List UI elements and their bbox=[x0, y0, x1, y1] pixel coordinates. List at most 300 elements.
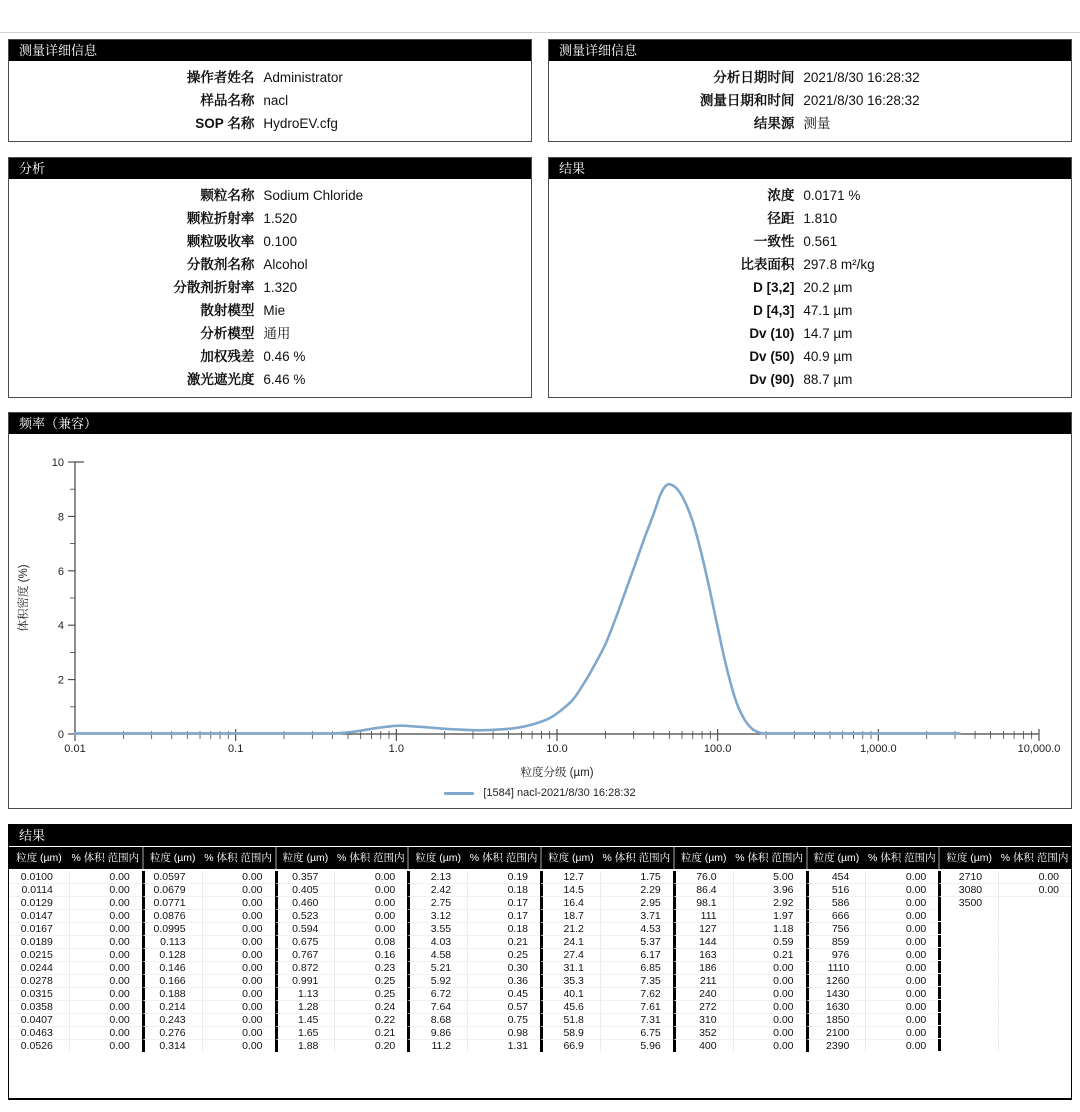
field-value: nacl bbox=[263, 93, 289, 108]
chart-title: 频率（兼容） bbox=[9, 413, 1071, 434]
field-value: 通用 bbox=[263, 326, 291, 341]
field-label: 样品名称 bbox=[200, 93, 255, 108]
size-cell: 0.0100 bbox=[20, 871, 53, 883]
col-header-volume: % 体积 范围内 bbox=[865, 847, 938, 869]
size-cell: 0.0876 bbox=[142, 909, 202, 922]
field-row bbox=[549, 345, 1071, 368]
volume-percent-cell: 0.00 bbox=[202, 1039, 275, 1052]
size-cell: 1110 bbox=[806, 961, 866, 974]
legend-label: [1584] nacl-2021/8/30 16:28:32 bbox=[483, 787, 636, 799]
size-cell: 5.21 bbox=[407, 961, 467, 974]
col-header-size: 粒度 (µm) bbox=[540, 847, 600, 869]
volume-percent-cell bbox=[998, 909, 1071, 921]
panel-body bbox=[549, 179, 1071, 397]
field-value: 0.0171 % bbox=[803, 188, 861, 203]
col-header-volume: % 体积 范围内 bbox=[334, 847, 407, 869]
field-row bbox=[549, 184, 1071, 207]
volume-percent-cell bbox=[998, 922, 1071, 934]
size-cell: 66.9 bbox=[540, 1039, 600, 1052]
size-cell: 2100 bbox=[806, 1026, 866, 1039]
size-cell: 0.0147 bbox=[9, 909, 69, 922]
field-label: 结果源 bbox=[753, 116, 795, 131]
volume-percent-cell: 0.00 bbox=[733, 961, 806, 974]
volume-percent-cell: 0.18 bbox=[467, 922, 540, 935]
size-cell: 0.0215 bbox=[9, 948, 69, 961]
y-tick-label: 8 bbox=[57, 511, 64, 524]
field-label: D [3,2] bbox=[753, 280, 795, 295]
panel-body bbox=[9, 179, 531, 397]
field-label: Dv (90) bbox=[749, 372, 795, 387]
size-cell: 0.0679 bbox=[142, 883, 202, 896]
size-cell bbox=[938, 961, 998, 973]
field-value: 0.561 bbox=[803, 234, 838, 249]
volume-percent-cell: 0.00 bbox=[69, 1039, 142, 1052]
volume-percent-cell: 0.18 bbox=[467, 883, 540, 896]
volume-percent-cell: 6.85 bbox=[600, 961, 673, 974]
volume-percent-cell: 2.92 bbox=[733, 896, 806, 909]
volume-percent-cell: 5.96 bbox=[600, 1039, 673, 1052]
panel-results-summary bbox=[548, 157, 1072, 398]
field-row bbox=[549, 276, 1071, 299]
y-tick-label: 4 bbox=[57, 620, 64, 633]
x-tick-label: 100.0 bbox=[703, 743, 732, 755]
size-cell: 111 bbox=[673, 909, 733, 922]
volume-percent-cell: 0.00 bbox=[202, 1000, 275, 1013]
volume-percent-cell: 0.00 bbox=[69, 961, 142, 974]
field-row bbox=[549, 253, 1071, 276]
size-cell: 21.2 bbox=[540, 922, 600, 935]
volume-percent-cell: 7.61 bbox=[600, 1000, 673, 1013]
volume-percent-cell: 0.00 bbox=[202, 987, 275, 1000]
size-cell: 4.58 bbox=[407, 948, 467, 961]
size-cell: 4.03 bbox=[407, 935, 467, 948]
size-cell: 11.2 bbox=[407, 1039, 467, 1052]
field-label: 操作者姓名 bbox=[186, 70, 255, 85]
size-cell: 0.0189 bbox=[9, 935, 69, 948]
volume-percent-cell: 0.25 bbox=[467, 948, 540, 961]
y-tick-label: 6 bbox=[57, 565, 64, 578]
volume-percent-cell: 0.00 bbox=[69, 948, 142, 961]
volume-percent-cell: 0.00 bbox=[865, 1026, 938, 1039]
field-row bbox=[9, 299, 531, 322]
col-header-volume: % 体积 范围内 bbox=[467, 847, 540, 869]
size-cell: 0.128 bbox=[142, 948, 202, 961]
volume-percent-cell: 0.00 bbox=[733, 1013, 806, 1026]
volume-percent-cell: 0.00 bbox=[69, 1026, 142, 1039]
volume-percent-cell: 0.24 bbox=[334, 1000, 407, 1013]
field-label: 颗粒名称 bbox=[200, 188, 255, 203]
field-label: 一致性 bbox=[753, 234, 795, 249]
field-row bbox=[549, 299, 1071, 322]
col-header-size: 粒度 (µm) bbox=[806, 847, 866, 869]
size-cell bbox=[938, 1000, 998, 1012]
size-cell: 1.88 bbox=[275, 1039, 335, 1052]
size-cell: 2.42 bbox=[407, 883, 467, 896]
chart-body bbox=[9, 434, 1071, 808]
size-cell: 2390 bbox=[806, 1039, 866, 1052]
size-cell: 0.0407 bbox=[9, 1013, 69, 1026]
size-cell: 27.4 bbox=[540, 948, 600, 961]
field-value: 20.2 µm bbox=[803, 280, 853, 295]
size-cell: 86.4 bbox=[673, 883, 733, 896]
volume-percent-cell: 1.18 bbox=[733, 922, 806, 935]
x-tick-label: 0.01 bbox=[64, 743, 86, 755]
volume-percent-cell: 7.31 bbox=[600, 1013, 673, 1026]
size-cell bbox=[938, 1039, 998, 1051]
volume-percent-cell: 0.00 bbox=[69, 987, 142, 1000]
volume-percent-cell: 4.53 bbox=[600, 922, 673, 935]
volume-percent-cell: 0.21 bbox=[733, 948, 806, 961]
size-cell: 98.1 bbox=[673, 896, 733, 909]
size-cell: 2.13 bbox=[407, 871, 467, 883]
field-row bbox=[549, 230, 1071, 253]
col-header-size: 粒度 (µm) bbox=[9, 847, 69, 869]
size-cell: 3500 bbox=[938, 896, 998, 909]
legend-line-swatch bbox=[444, 792, 474, 795]
size-cell: 0.460 bbox=[275, 896, 335, 909]
volume-percent-cell: 0.00 bbox=[733, 974, 806, 987]
field-label: Dv (50) bbox=[749, 349, 795, 364]
size-cell: 18.7 bbox=[540, 909, 600, 922]
field-label: 颗粒折射率 bbox=[186, 211, 255, 226]
size-cell: 310 bbox=[673, 1013, 733, 1026]
analysis-results-row bbox=[8, 157, 1072, 398]
size-cell: 516 bbox=[806, 883, 866, 896]
size-cell: 6.72 bbox=[407, 987, 467, 1000]
volume-percent-cell: 6.75 bbox=[600, 1026, 673, 1039]
field-label: D [4,3] bbox=[753, 303, 795, 318]
field-row bbox=[9, 207, 531, 230]
field-value: 测量 bbox=[803, 116, 831, 131]
size-cell: 0.0315 bbox=[9, 987, 69, 1000]
col-header-volume: % 体积 范围内 bbox=[600, 847, 673, 869]
volume-percent-cell: 0.00 bbox=[202, 922, 275, 935]
volume-percent-cell: 0.00 bbox=[865, 1013, 938, 1026]
size-cell: 0.872 bbox=[275, 961, 335, 974]
panel-analysis bbox=[8, 157, 532, 398]
field-label: 散射模型 bbox=[200, 303, 255, 318]
volume-percent-cell: 0.17 bbox=[467, 896, 540, 909]
size-cell: 0.0278 bbox=[9, 974, 69, 987]
field-row bbox=[549, 322, 1071, 345]
size-cell: 400 bbox=[673, 1039, 733, 1052]
size-cell: 163 bbox=[673, 948, 733, 961]
panel-results-table bbox=[8, 824, 1072, 1100]
chart-section bbox=[8, 412, 1072, 809]
size-cell bbox=[938, 974, 998, 986]
y-tick-label: 0 bbox=[57, 729, 64, 741]
size-cell: 1630 bbox=[806, 1000, 866, 1013]
table-body bbox=[9, 869, 1071, 1098]
volume-percent-cell: 0.00 bbox=[334, 883, 407, 896]
field-value: 1.320 bbox=[263, 280, 298, 295]
size-cell: 58.9 bbox=[540, 1026, 600, 1039]
field-row bbox=[9, 89, 531, 112]
field-value: 6.46 % bbox=[263, 372, 306, 387]
size-cell: 272 bbox=[673, 1000, 733, 1013]
field-value: 2021/8/30 16:28:32 bbox=[803, 93, 920, 108]
field-row bbox=[549, 112, 1071, 135]
field-row bbox=[9, 276, 531, 299]
volume-percent-cell: 5.00 bbox=[733, 871, 806, 883]
volume-percent-cell: 0.00 bbox=[202, 1013, 275, 1026]
volume-percent-cell: 0.00 bbox=[202, 961, 275, 974]
size-cell bbox=[938, 987, 998, 999]
volume-percent-cell: 0.45 bbox=[467, 987, 540, 1000]
size-cell: 454 bbox=[806, 871, 866, 883]
col-header-volume: % 体积 范围内 bbox=[733, 847, 806, 869]
table-header-row bbox=[9, 847, 1071, 869]
field-row bbox=[9, 322, 531, 345]
volume-percent-cell: 0.00 bbox=[202, 948, 275, 961]
size-cell: 0.0358 bbox=[9, 1000, 69, 1013]
size-cell bbox=[938, 935, 998, 947]
panel-measurement-details-right bbox=[548, 39, 1072, 142]
volume-percent-cell: 0.36 bbox=[467, 974, 540, 987]
size-cell: 1.65 bbox=[275, 1026, 335, 1039]
size-cell bbox=[938, 909, 998, 921]
panel-frequency-chart bbox=[8, 412, 1072, 809]
volume-percent-cell: 0.00 bbox=[865, 1000, 938, 1013]
volume-percent-cell bbox=[998, 1000, 1071, 1012]
volume-percent-cell: 6.17 bbox=[600, 948, 673, 961]
size-cell: 40.1 bbox=[540, 987, 600, 1000]
volume-percent-cell: 0.00 bbox=[69, 883, 142, 896]
size-cell: 5.92 bbox=[407, 974, 467, 987]
col-header-size: 粒度 (µm) bbox=[407, 847, 467, 869]
volume-percent-cell: 0.00 bbox=[69, 909, 142, 922]
field-label: 分析日期时间 bbox=[713, 70, 795, 85]
x-axis-title: 粒度分级 (µm) bbox=[520, 767, 594, 779]
size-cell bbox=[938, 922, 998, 934]
field-value: 40.9 µm bbox=[803, 349, 853, 364]
field-value: 88.7 µm bbox=[803, 372, 853, 387]
table-title: 结果 bbox=[9, 825, 1071, 847]
field-label: 分散剂折射率 bbox=[173, 280, 255, 295]
field-row bbox=[9, 112, 531, 135]
size-cell: 756 bbox=[806, 922, 866, 935]
field-value: 14.7 µm bbox=[803, 326, 853, 341]
volume-percent-cell: 7.35 bbox=[600, 974, 673, 987]
size-cell: 0.405 bbox=[275, 883, 335, 896]
volume-percent-cell: 0.00 bbox=[69, 871, 142, 883]
field-row bbox=[549, 368, 1071, 391]
x-tick-label: 1.0 bbox=[388, 743, 404, 755]
size-cell: 0.314 bbox=[142, 1039, 202, 1052]
col-header-size: 粒度 (µm) bbox=[938, 847, 998, 869]
field-value: 0.100 bbox=[263, 234, 298, 249]
x-tick-label: 10.0 bbox=[546, 743, 568, 755]
measurement-row bbox=[8, 39, 1072, 142]
volume-percent-cell: 0.00 bbox=[69, 1013, 142, 1026]
volume-percent-cell: 0.00 bbox=[998, 871, 1071, 883]
volume-percent-cell: 0.98 bbox=[467, 1026, 540, 1039]
field-value: 2021/8/30 16:28:32 bbox=[803, 70, 920, 85]
field-row bbox=[9, 345, 531, 368]
size-cell: 1.28 bbox=[275, 1000, 335, 1013]
volume-percent-cell: 3.71 bbox=[600, 909, 673, 922]
volume-percent-cell bbox=[998, 1039, 1071, 1051]
volume-percent-cell: 0.21 bbox=[467, 935, 540, 948]
size-cell: 186 bbox=[673, 961, 733, 974]
size-cell: 3080 bbox=[938, 883, 998, 896]
field-row bbox=[9, 66, 531, 89]
field-label: 加权残差 bbox=[200, 349, 255, 364]
volume-percent-cell: 0.00 bbox=[202, 974, 275, 987]
field-value: HydroEV.cfg bbox=[263, 116, 338, 131]
size-cell: 976 bbox=[806, 948, 866, 961]
y-axis-title: 体积密度 (%) bbox=[18, 564, 30, 632]
volume-percent-cell: 0.00 bbox=[733, 1039, 806, 1052]
volume-percent-cell: 1.75 bbox=[600, 871, 673, 883]
size-cell: 24.1 bbox=[540, 935, 600, 948]
volume-percent-cell: 0.17 bbox=[467, 909, 540, 922]
frequency-curve bbox=[75, 484, 960, 733]
field-label: 分散剂名称 bbox=[186, 257, 255, 272]
volume-percent-cell: 0.00 bbox=[865, 871, 938, 883]
field-row bbox=[549, 66, 1071, 89]
volume-percent-cell: 0.23 bbox=[334, 961, 407, 974]
size-cell: 0.243 bbox=[142, 1013, 202, 1026]
size-cell: 2.75 bbox=[407, 896, 467, 909]
size-cell: 586 bbox=[806, 896, 866, 909]
size-cell: 14.5 bbox=[540, 883, 600, 896]
volume-percent-cell: 0.00 bbox=[69, 896, 142, 909]
col-header-size: 粒度 (µm) bbox=[673, 847, 733, 869]
field-value: Administrator bbox=[263, 70, 343, 85]
volume-percent-cell: 0.00 bbox=[334, 896, 407, 909]
size-cell: 1.13 bbox=[275, 987, 335, 1000]
volume-percent-cell: 1.31 bbox=[467, 1039, 540, 1052]
field-row bbox=[549, 89, 1071, 112]
volume-percent-cell: 0.00 bbox=[998, 883, 1071, 896]
volume-percent-cell: 0.00 bbox=[202, 883, 275, 896]
size-cell: 1430 bbox=[806, 987, 866, 1000]
size-cell: 666 bbox=[806, 909, 866, 922]
volume-percent-cell: 0.57 bbox=[467, 1000, 540, 1013]
size-cell: 0.767 bbox=[275, 948, 335, 961]
field-label: SOP 名称 bbox=[195, 116, 255, 131]
volume-percent-cell: 0.20 bbox=[334, 1039, 407, 1052]
field-row bbox=[549, 207, 1071, 230]
volume-percent-cell: 2.95 bbox=[600, 896, 673, 909]
volume-percent-cell: 0.00 bbox=[202, 935, 275, 948]
x-tick-label: 1,000.0 bbox=[859, 743, 897, 755]
volume-percent-cell: 0.25 bbox=[334, 987, 407, 1000]
size-cell: 1.45 bbox=[275, 1013, 335, 1026]
size-cell: 127 bbox=[673, 922, 733, 935]
field-value: 1.810 bbox=[803, 211, 838, 226]
volume-percent-cell: 0.00 bbox=[865, 883, 938, 896]
field-value: 47.1 µm bbox=[803, 303, 853, 318]
volume-percent-cell: 0.30 bbox=[467, 961, 540, 974]
field-label: Dv (10) bbox=[749, 326, 795, 341]
field-label: 颗粒吸收率 bbox=[186, 234, 255, 249]
size-cell: 0.0771 bbox=[142, 896, 202, 909]
field-value: Alcohol bbox=[263, 257, 308, 272]
size-cell bbox=[938, 1013, 998, 1025]
volume-percent-cell bbox=[998, 935, 1071, 947]
size-cell: 76.0 bbox=[673, 871, 733, 883]
volume-percent-cell: 0.00 bbox=[69, 974, 142, 987]
volume-percent-cell: 0.00 bbox=[733, 1000, 806, 1013]
size-cell: 0.214 bbox=[142, 1000, 202, 1013]
size-cell: 0.166 bbox=[142, 974, 202, 987]
panel-title: 分析 bbox=[9, 158, 531, 179]
volume-percent-cell: 0.22 bbox=[334, 1013, 407, 1026]
field-value: 0.46 % bbox=[263, 349, 306, 364]
volume-percent-cell: 2.29 bbox=[600, 883, 673, 896]
size-cell: 211 bbox=[673, 974, 733, 987]
volume-percent-cell: 0.00 bbox=[202, 871, 275, 883]
volume-percent-cell: 0.00 bbox=[865, 922, 938, 935]
size-cell: 0.523 bbox=[275, 909, 335, 922]
field-label: 分析模型 bbox=[200, 326, 255, 341]
size-cell: 16.4 bbox=[540, 896, 600, 909]
size-cell: 0.0244 bbox=[9, 961, 69, 974]
volume-percent-cell: 0.19 bbox=[467, 871, 540, 883]
size-cell: 0.0114 bbox=[9, 883, 69, 896]
volume-percent-cell: 0.00 bbox=[202, 896, 275, 909]
volume-percent-cell: 0.00 bbox=[334, 871, 407, 883]
col-header-size: 粒度 (µm) bbox=[142, 847, 202, 869]
size-cell: 45.6 bbox=[540, 1000, 600, 1013]
size-cell: 3.12 bbox=[407, 909, 467, 922]
size-cell: 0.0526 bbox=[9, 1039, 69, 1052]
volume-percent-cell: 0.00 bbox=[69, 922, 142, 935]
volume-percent-cell: 0.25 bbox=[334, 974, 407, 987]
size-cell bbox=[938, 1026, 998, 1038]
volume-percent-cell: 0.00 bbox=[334, 909, 407, 922]
size-cell: 240 bbox=[673, 987, 733, 1000]
volume-percent-cell: 0.00 bbox=[865, 974, 938, 987]
size-cell: 0.188 bbox=[142, 987, 202, 1000]
size-cell: 0.0167 bbox=[9, 922, 69, 935]
volume-percent-cell: 0.00 bbox=[865, 987, 938, 1000]
size-cell: 0.276 bbox=[142, 1026, 202, 1039]
size-cell: 51.8 bbox=[540, 1013, 600, 1026]
panel-title: 测量详细信息 bbox=[549, 40, 1071, 61]
field-value: 297.8 m²/kg bbox=[803, 257, 875, 272]
field-value: Mie bbox=[263, 303, 286, 318]
size-cell: 0.0463 bbox=[9, 1026, 69, 1039]
results-table-section bbox=[8, 824, 1072, 1100]
x-tick-label: 10,000.0 bbox=[1017, 743, 1061, 755]
size-cell: 1850 bbox=[806, 1013, 866, 1026]
size-cell: 144 bbox=[673, 935, 733, 948]
volume-percent-cell: 5.37 bbox=[600, 935, 673, 948]
panel-title: 测量详细信息 bbox=[9, 40, 531, 61]
volume-percent-cell: 0.00 bbox=[733, 1026, 806, 1039]
panel-body bbox=[9, 61, 531, 141]
volume-percent-cell: 0.59 bbox=[733, 935, 806, 948]
size-cell: 0.113 bbox=[142, 935, 202, 948]
size-cell: 35.3 bbox=[540, 974, 600, 987]
size-cell: 0.675 bbox=[275, 935, 335, 948]
volume-percent-cell: 0.00 bbox=[69, 1000, 142, 1013]
size-cell: 0.357 bbox=[275, 871, 335, 883]
panel-title: 结果 bbox=[549, 158, 1071, 179]
size-cell: 8.68 bbox=[407, 1013, 467, 1026]
volume-percent-cell bbox=[998, 1013, 1071, 1025]
field-label: 测量日期和时间 bbox=[699, 93, 795, 108]
volume-percent-cell: 0.08 bbox=[334, 935, 407, 948]
field-row bbox=[9, 368, 531, 391]
volume-percent-cell: 0.00 bbox=[733, 987, 806, 1000]
col-header-volume: % 体积 范围内 bbox=[69, 847, 142, 869]
volume-percent-cell bbox=[998, 896, 1071, 909]
volume-percent-cell: 3.96 bbox=[733, 883, 806, 896]
